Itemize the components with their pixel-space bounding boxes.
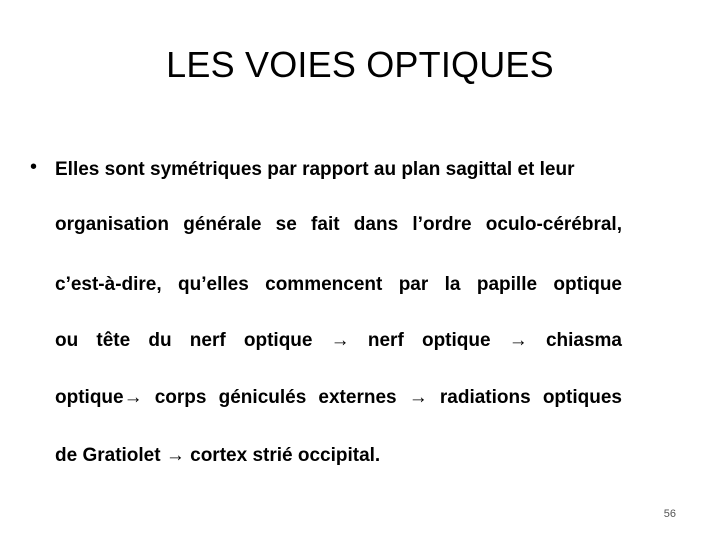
body-line-5: optique→ corps géniculés externes → radiations optiques	[55, 387, 622, 408]
body-line-2: organisation générale se fait dans l’ordre oculo-cérébral,	[55, 214, 622, 235]
body-line-3: c’est-à-dire, qu’elles commencent par la papille optique	[55, 274, 622, 295]
slide-title: LES VOIES OPTIQUES	[166, 44, 554, 85]
page-number: 56	[663, 508, 676, 520]
body-line-1: Elles sont symétriques par rapport au plan sagittal et leur	[55, 159, 575, 180]
bullet-icon: •	[30, 156, 38, 178]
body-line-6: de Gratiolet → cortex strié occipital.	[55, 445, 381, 466]
body-line-4: ou tête du nerf optique → nerf optique → chiasma	[55, 330, 622, 351]
